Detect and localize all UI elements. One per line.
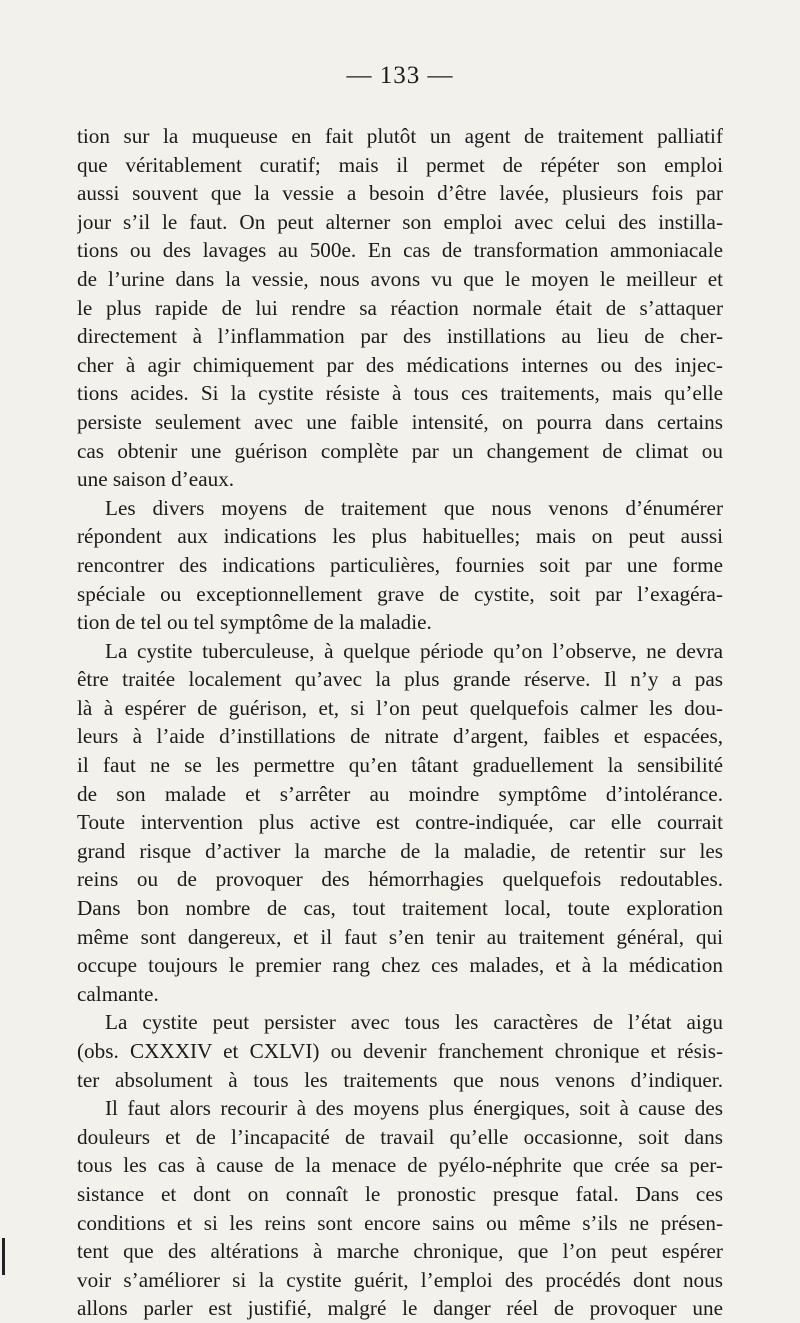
text-line: La cystite tuberculeuse, à quelque période qu’on l’observe, ne devra: [105, 638, 723, 663]
margin-mark: [2, 1238, 5, 1275]
text-line: Les divers moyens de traitement que nous venons d’énumérer: [105, 495, 723, 520]
text-line: de son malade et s’arrêter au moindre symptôme d’intolérance.: [77, 781, 723, 806]
text-line: tous les cas à cause de la menace de pyélo-néphrite que crée sa per-: [77, 1153, 723, 1178]
text-line: de l’urine dans la vessie, nous avons vu que le moyen le meilleur et: [77, 266, 723, 291]
text-line: reins ou de provoquer des hémorrhagies quelquefois redoutables.: [77, 867, 723, 892]
text-line: tions ou des lavages au 500e. En cas de transformation ammoniacale: [77, 238, 723, 263]
text-line: être traitée localement qu’avec la plus grande réserve. Il n’y a pas: [77, 667, 723, 692]
text-line: le plus rapide de lui rendre sa réaction normale était de s’attaquer: [77, 295, 723, 320]
text-line: conditions et si les reins sont encore sains ou même s’ils ne présen-: [77, 1210, 723, 1235]
text-line: leurs à l’aide d’instillations de nitrate d’argent, faibles et espacées,: [77, 724, 723, 749]
text-line: jour s’il le faut. On peut alterner son emploi avec celui des instilla-: [77, 209, 723, 234]
text-line: (obs. CXXXIV et CXLVI) ou devenir franchement chronique et résis-: [77, 1039, 723, 1063]
text-line: douleurs et de l’incapacité de travail qu’elle occasionne, soit dans: [77, 1124, 723, 1149]
text-line: grand risque d’activer la marche de la maladie, de retentir sur les: [77, 838, 723, 863]
text-line: spéciale ou exceptionnellement grave de cystite, soit par l’exagéra-: [77, 581, 723, 606]
text-line: allons parler est justifié, malgré le danger réel de provoquer une: [77, 1296, 723, 1321]
text-line: que véritablement curatif; mais il permet de répéter son emploi: [77, 152, 723, 177]
text-line: une saison d’eaux.: [77, 467, 235, 492]
text-line: ter absolument à tous les traitements que nous venons d’indiquer.: [77, 1067, 723, 1092]
text-line: sistance et dont on connaît le pronostic presque fatal. Dans ces: [77, 1181, 723, 1206]
text-line: même sont dangereux, et il faut s’en tenir au traitement général, qui: [77, 924, 723, 949]
text-line: Toute intervention plus active est contre-indiquée, car elle courrait: [77, 810, 723, 835]
text-line: La cystite peut persister avec tous les caractères de l’état aigu: [105, 1010, 723, 1035]
page-number: — 133 —: [346, 62, 454, 89]
text-line: il faut ne se les permettre qu’en tâtant graduellement la sensibilité: [77, 753, 723, 778]
text-line: tion de tel ou tel symptôme de la maladie.: [77, 610, 432, 635]
text-line: cas obtenir une guérison complète par un changement de climat ou: [77, 438, 723, 463]
text-line: là à espérer de guérison, et, si l’on peut quelquefois calmer les dou-: [77, 695, 723, 720]
text-line: cher à agir chimiquement par des médications internes ou des injec-: [77, 352, 723, 377]
text-line: occupe toujours le premier rang chez ces malades, et à la médication: [77, 953, 723, 978]
text-line: tions acides. Si la cystite résiste à tous ces traitements, mais qu’elle: [77, 381, 723, 406]
text-line: calmante.: [77, 981, 159, 1006]
text-line: voir s’améliorer si la cystite guérit, l’emploi des procédés dont nous: [77, 1267, 723, 1292]
text-line: Dans bon nombre de cas, tout traitement local, toute exploration: [77, 896, 723, 921]
text-line: tent que des altérations à marche chronique, que l’on peut espérer: [77, 1239, 723, 1264]
text-line: aussi souvent que la vessie a besoin d’être lavée, plusieurs fois par: [77, 181, 723, 206]
text-line: rencontrer des indications particulières, fournies soit par une forme: [77, 552, 723, 577]
text-line: directement à l’inflammation par des instillations au lieu de cher-: [77, 324, 723, 349]
text-line: tion sur la muqueuse en fait plutôt un agent de traitement palliatif: [77, 124, 723, 148]
text-line: persiste seulement avec une faible intensité, on pourra dans certains: [77, 409, 723, 434]
body-text: [77, 122, 723, 1323]
text-line: répondent aux indications les plus habituelles; mais on peut aussi: [77, 524, 723, 549]
text-line: Il faut alors recourir à des moyens plus énergiques, soit à cause des: [105, 1096, 723, 1121]
